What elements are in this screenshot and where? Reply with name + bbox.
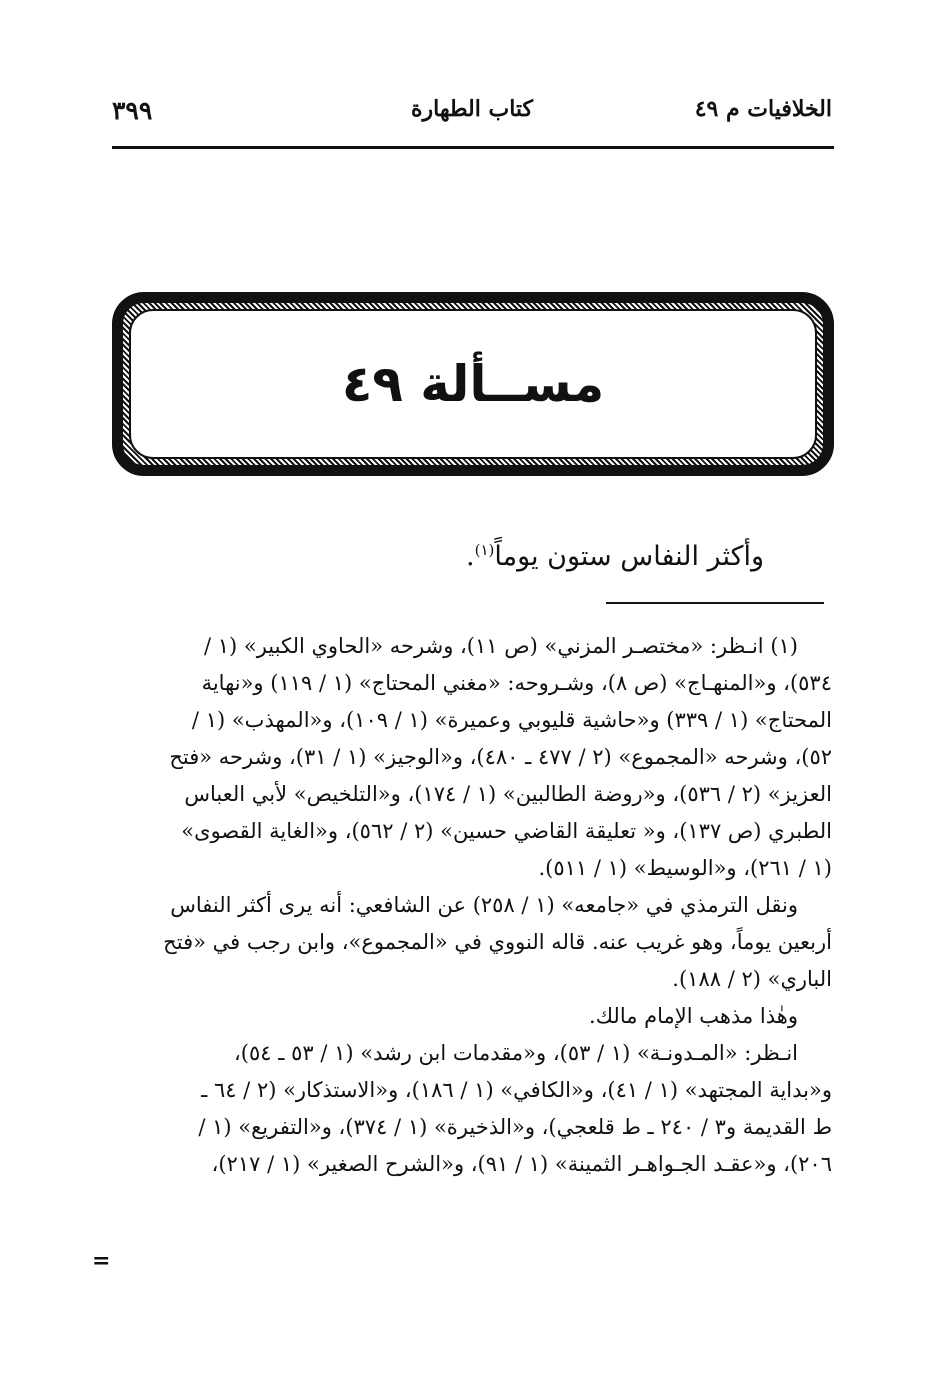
maliki-sources-line: ٢٠٦)، و«عقـد الجـواهـر الثمينة» (١ / ٩١)، و«الشرح الصغير» (١ / ٢١٧)، — [211, 1152, 832, 1176]
footnote-line: العزيز» (٢ / ٥٣٦)، و«روضة الطالبين» (١ / ١٧٤)، و«التلخيص» لأبي العباس — [184, 782, 832, 806]
running-head-book: كتاب الطهارة — [410, 96, 534, 122]
footnote-line: ٥٣٤)، و«المنهـاج» (ص ٨)، وشـروحه: «مغني المحتاج» (١ / ١١٩) و«نهاية — [201, 671, 832, 695]
footnote-line: الطبري (ص ١٣٧)، و« تعليقة القاضي حسين» (٢ / ٥٦٢)، و«الغاية القصوى» — [181, 819, 832, 843]
tirmidhi-line: ونقل الترمذي في «جامعه» (١ / ٢٥٨) عن الشافعي: أنه يرى أكثر النفاس — [170, 893, 798, 917]
maliki-sources-line: ط القديمة و٣ / ٢٤٠ ـ ط قلعجي)، و«الذخيرة» (١ / ٣٧٤)، و«التفريع» (١ / — [198, 1115, 832, 1139]
footnotes-block — [104, 628, 832, 1183]
continuation-mark: = — [92, 1248, 111, 1274]
maliki-sources-line: انـظر: «المـدونـة» (١ / ٥٣)، و«مقدمات ابن رشد» (١ / ٥٣ ـ ٥٤)، — [234, 1041, 798, 1065]
title-frame-inner — [129, 309, 817, 459]
running-head-section: الخلافيات م ٤٩ — [694, 96, 832, 122]
footnote-line: (١) انـظر: «مختصـر المزني» (ص ١١)، وشرحه «الحاوي الكبير» (١ / — [203, 634, 798, 658]
opening-text: وأكثر النفاس ستون يوماً — [494, 541, 764, 572]
footnote-line: المحتاج» (١ / ٣٣٩) و«حاشية قليوبي وعميرة» (١ / ١٠٩)، و«المهذب» (١ / — [191, 708, 832, 732]
footnote-separator — [606, 602, 824, 604]
tirmidhi-line: أربعين يوماً، وهو غريب عنه. قاله النووي في «المجموع»، وابن رجب في «فتح — [163, 930, 832, 954]
malik-line: وهٰذا مذهب الإمام مالك. — [589, 1004, 798, 1028]
page-header — [112, 96, 832, 146]
page-number: ٣٩٩ — [112, 96, 153, 125]
footnote-line: ٥٢)، وشرحه «المجموع» (٢ / ٤٧٧ ـ ٤٨٠)، و«الوجيز» (١ / ٣١)، وشرحه «فتح — [169, 745, 832, 769]
tirmidhi-line: الباري» (٢ / ١٨٨). — [672, 967, 832, 991]
footnote-line: (١ / ٢٦١)، و«الوسيط» (١ / ٥١١). — [538, 856, 832, 880]
header-rule — [112, 146, 834, 149]
footnote-ref: (١) — [474, 541, 495, 559]
opening-end: . — [466, 541, 475, 572]
maliki-sources-line: و«بداية المجتهد» (١ / ٤١)، و«الكافي» (١ / ١٨٦)، و«الاستذكار» (٢ / ٦٤ ـ — [201, 1078, 832, 1102]
title-frame — [112, 292, 834, 476]
issue-title: مســألة ٤٩ — [341, 355, 605, 413]
opening-statement — [466, 530, 764, 577]
